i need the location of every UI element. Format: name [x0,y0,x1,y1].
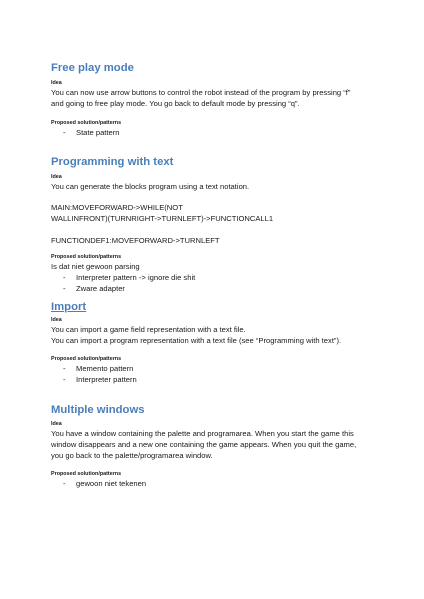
list-item: - State pattern [63,128,120,137]
solution-intro: Is dat niet gewoon parsing [51,262,140,271]
code-line: FUNCTIONDEF1:MOVEFORWARD->TURNLEFT [51,236,220,245]
section-title: Programming with text [51,156,174,168]
solution-label: Proposed solution/patterns [51,356,122,362]
list-item: - gewoon niet tekenen [63,479,147,488]
solution-label: Proposed solution/patterns [51,254,122,260]
solution-label: Proposed solution/patterns [51,471,122,477]
section-programming-with-text [51,155,381,294]
list-item: - Interpreter pattern -> ignore die shit [63,273,196,282]
idea-text-line: You can generate the blocks program using a text notation. [51,182,250,191]
code-line: WALLINFRONT)(TURNRIGHT->TURNLEFT)->FUNCTIONCALL1 [51,214,274,223]
section-title: Multiple windows [51,404,145,416]
solution-list [51,363,381,385]
idea-label: Idea [51,421,62,427]
idea-text-line: window disappears and a new one containing the game appears. When you quit the game, [51,440,357,449]
section-title: Free play mode [51,62,134,74]
idea-text-line: and going to free play mode. You go back to default mode by pressing “q”. [51,99,300,108]
idea-label: Idea [51,174,62,180]
section-multiple-windows [51,403,381,489]
solution-list [51,127,381,138]
list-item: - Interpreter pattern [63,375,137,384]
idea-text-line: You can import a game field representation with a text file. [51,325,246,334]
idea-text-line: you go back to the palette/programarea window. [51,451,213,460]
idea-label: Idea [51,317,62,323]
idea-text-line: You can import a program representation with a text file (see “Programming with text”). [51,336,342,345]
document-page [51,58,381,489]
solution-list [51,478,381,489]
section-title: Import [51,301,87,313]
solution-label: Proposed solution/patterns [51,120,122,126]
idea-label: Idea [51,80,62,86]
solution-list [51,272,381,294]
section-free-play-mode [51,61,381,138]
section-import [51,300,381,385]
list-item: - Memento pattern [63,364,134,373]
idea-text-line: You can now use arrow buttons to control the robot instead of the program by pressing “f” [51,88,351,97]
code-line: MAIN:MOVEFORWARD->WHILE(NOT [51,203,183,212]
idea-text-line: You have a window containing the palette and programarea. When you start the game this [51,429,354,438]
list-item: - Zware adapter [63,284,125,293]
